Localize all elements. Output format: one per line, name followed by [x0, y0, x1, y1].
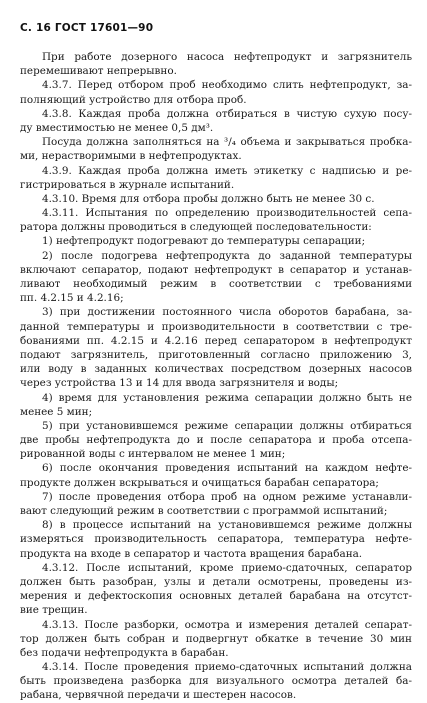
text-line: При работе дозерного насоса нефтепродукт и загрязнитель	[42, 51, 412, 63]
text-line: продукте должен вскрываться и очищаться барабан сепаратора;	[20, 476, 379, 489]
text-line: включают сепаратор, подают нефтепродукт в сепаратор и устанав-	[20, 263, 412, 276]
text-line: 4) время для установления режима сепарации должно быть не	[42, 391, 412, 404]
text-line: 5) при установившемся режиме сепарации должны отбираться	[42, 419, 412, 432]
text-line: 6) после окончания проведения испытаний на каждом нефте-	[42, 462, 412, 475]
text-line: 4.3.8. Каждая проба должна отбираться в чистую сухую посу-	[42, 107, 412, 120]
text-line: полняющий устройство для отбора проб.	[20, 93, 247, 106]
document-body	[20, 50, 412, 703]
text-line: измеряться производительность сепаратора, температура нефте-	[20, 533, 412, 546]
text-line: Посуда должна заполняться на ³/₄ объема и закрываться пробка-	[42, 136, 412, 149]
text-line: гистрироваться в журнале испытаний.	[20, 178, 235, 191]
text-line: перемешивают непрерывно.	[20, 65, 177, 78]
text-line: вие трещин.	[20, 604, 88, 617]
text-line: без подачи нефтепродукта в барабан.	[20, 646, 229, 659]
text-line: 4.3.12. После испытаний, кроме приемо-сдаточных, сепаратор	[42, 561, 412, 574]
text-line: бованиями пп. 4.2.15 и 4.2.16 перед сепаратором в нефтепродукт	[20, 334, 412, 347]
text-line: ливают необходимый режим в соответствии с требованиями	[20, 278, 412, 290]
text-line: вают следующий режим в соответствии с программой испытаний;	[20, 505, 388, 517]
text-line: пп. 4.2.15 и 4.2.16;	[20, 292, 124, 305]
text-line: две пробы нефтепродукта до и после сепаратора и проба отсепа-	[20, 434, 412, 447]
text-line: подают загрязнитель, приготовленный согласно приложению 3,	[20, 348, 412, 361]
text-line: рированной воды с интервалом не менее 1 мин;	[20, 448, 286, 461]
text-line: тор должен быть собран и подвергнут обкатке в течение 30 мин	[20, 632, 412, 645]
text-line: 4.3.9. Каждая проба должна иметь этикетку с надписью и ре-	[42, 164, 412, 177]
text-line: быть произведена разборка для визуального осмотра деталей ба-	[20, 675, 412, 688]
text-line: 4.3.10. Время для отбора пробы должно быть не менее 30 с.	[42, 192, 375, 205]
text-line: или воду в заданных количествах посредством дозерных насосов	[20, 363, 412, 376]
text-line: ратора должны проводиться в следующей последовательности:	[20, 221, 372, 234]
text-line: мерения и дефектоскопия основных деталей барабана на отсутст-	[20, 590, 412, 603]
text-line: ми, нерастворимыми в нефтепродуктах.	[20, 150, 242, 163]
text-line: данной температуры и производительности в соответствии с тре-	[20, 320, 412, 333]
text-line: 4.3.7. Перед отбором проб необходимо слить нефтепродукт, за-	[42, 79, 412, 92]
text-line: через устройства 13 и 14 для ввода загрязнителя и воды;	[20, 377, 339, 390]
text-line: рабана, червячной передачи и шестерен насосов.	[20, 689, 297, 702]
text-line: ду вместимостью не менее 0,5 дм³.	[20, 121, 214, 134]
text-line: продукта на входе в сепаратор и частота вращения барабана.	[20, 547, 363, 560]
text-line: 3) при достижении постоянного числа оборотов барабана, за-	[42, 306, 412, 319]
text-line: 1) нефтепродукт подогревают до температуры сепарации;	[42, 235, 366, 248]
text-line: 2) после подогрева нефтепродукта до заданной температуры	[42, 249, 412, 262]
text-line: 4.3.13. После разборки, осмотра и измерения деталей сепарат-	[42, 618, 412, 631]
text-line: 7) после проведения отбора проб на одном режиме устанавли-	[42, 490, 412, 503]
page-header: С. 16 ГОСТ 17601—90	[20, 22, 154, 34]
text-line: должен быть разобран, узлы и детали осмотрены, проведены из-	[20, 575, 412, 588]
text-line: 8) в процессе испытаний на установившемся режиме должны	[42, 519, 412, 532]
text-line: 4.3.11. Испытания по определению производительностей сепа-	[42, 207, 412, 220]
text-line: 4.3.14. После проведения приемо-сдаточных испытаний должна	[42, 661, 412, 674]
text-line: менее 5 мин;	[20, 405, 93, 418]
